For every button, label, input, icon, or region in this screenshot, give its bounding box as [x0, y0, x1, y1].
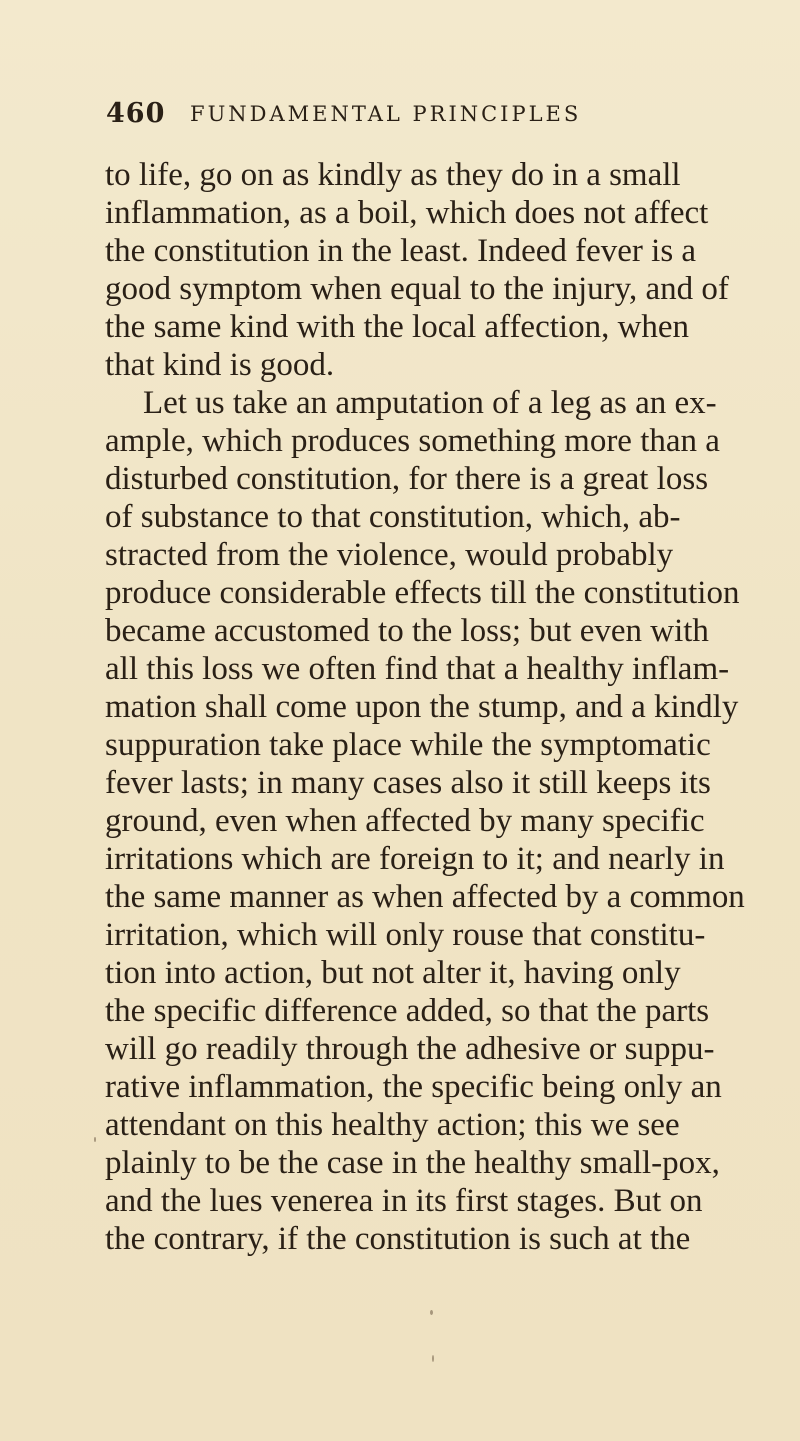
- paper-speck: [94, 1137, 96, 1142]
- text-line: rative inflammation, the specific being only an: [105, 1069, 722, 1105]
- text-line: ample, which produces something more than a: [105, 423, 720, 459]
- page-number: 460: [106, 98, 166, 129]
- text-line: and the lues venerea in its first stages. But on: [105, 1183, 703, 1219]
- text-line: irritations which are foreign to it; and nearly in: [105, 841, 725, 877]
- paper-speck: [430, 1310, 433, 1315]
- text-line: fever lasts; in many cases also it still keeps its: [105, 765, 711, 801]
- text-line: suppuration take place while the symptomatic: [105, 727, 711, 763]
- text-line: produce considerable effects till the constitution: [105, 575, 740, 611]
- text-line: all this loss we often find that a healthy inflam-: [105, 651, 730, 687]
- text-line: the contrary, if the constitution is such at the: [105, 1221, 691, 1257]
- text-line: became accustomed to the loss; but even with: [105, 613, 709, 649]
- text-line: the same kind with the local affection, when: [105, 309, 690, 345]
- paper-speck: [432, 1355, 434, 1362]
- text-line: disturbed constitution, for there is a great loss: [105, 461, 709, 497]
- text-line: inflammation, as a boil, which does not affect: [105, 195, 709, 231]
- text-line: the constitution in the least. Indeed fever is a: [105, 233, 697, 269]
- text-line: attendant on this healthy action; this we see: [105, 1107, 680, 1143]
- text-line: the same manner as when affected by a common: [105, 879, 745, 915]
- page-header: [106, 98, 706, 138]
- text-line: ground, even when affected by many specific: [105, 803, 705, 839]
- text-line: good symptom when equal to the injury, and of: [105, 271, 729, 307]
- text-line: of substance to that constitution, which, ab-: [105, 499, 681, 535]
- text-line: mation shall come upon the stump, and a kindly: [105, 689, 739, 725]
- text-line: Let us take an amputation of a leg as an ex-: [143, 385, 717, 421]
- text-line: stracted from the violence, would probably: [105, 537, 674, 573]
- text-line: to life, go on as kindly as they do in a small: [105, 157, 681, 193]
- text-line: that kind is good.: [105, 347, 335, 383]
- text-line: will go readily through the adhesive or suppu-: [105, 1031, 715, 1067]
- text-line: the specific difference added, so that the parts: [105, 993, 710, 1029]
- running-head: FUNDAMENTAL PRINCIPLES: [190, 102, 582, 126]
- text-line: plainly to be the case in the healthy small-pox,: [105, 1145, 720, 1181]
- text-line: irritation, which will only rouse that constitu-: [105, 917, 706, 953]
- text-line: tion into action, but not alter it, having only: [105, 955, 681, 991]
